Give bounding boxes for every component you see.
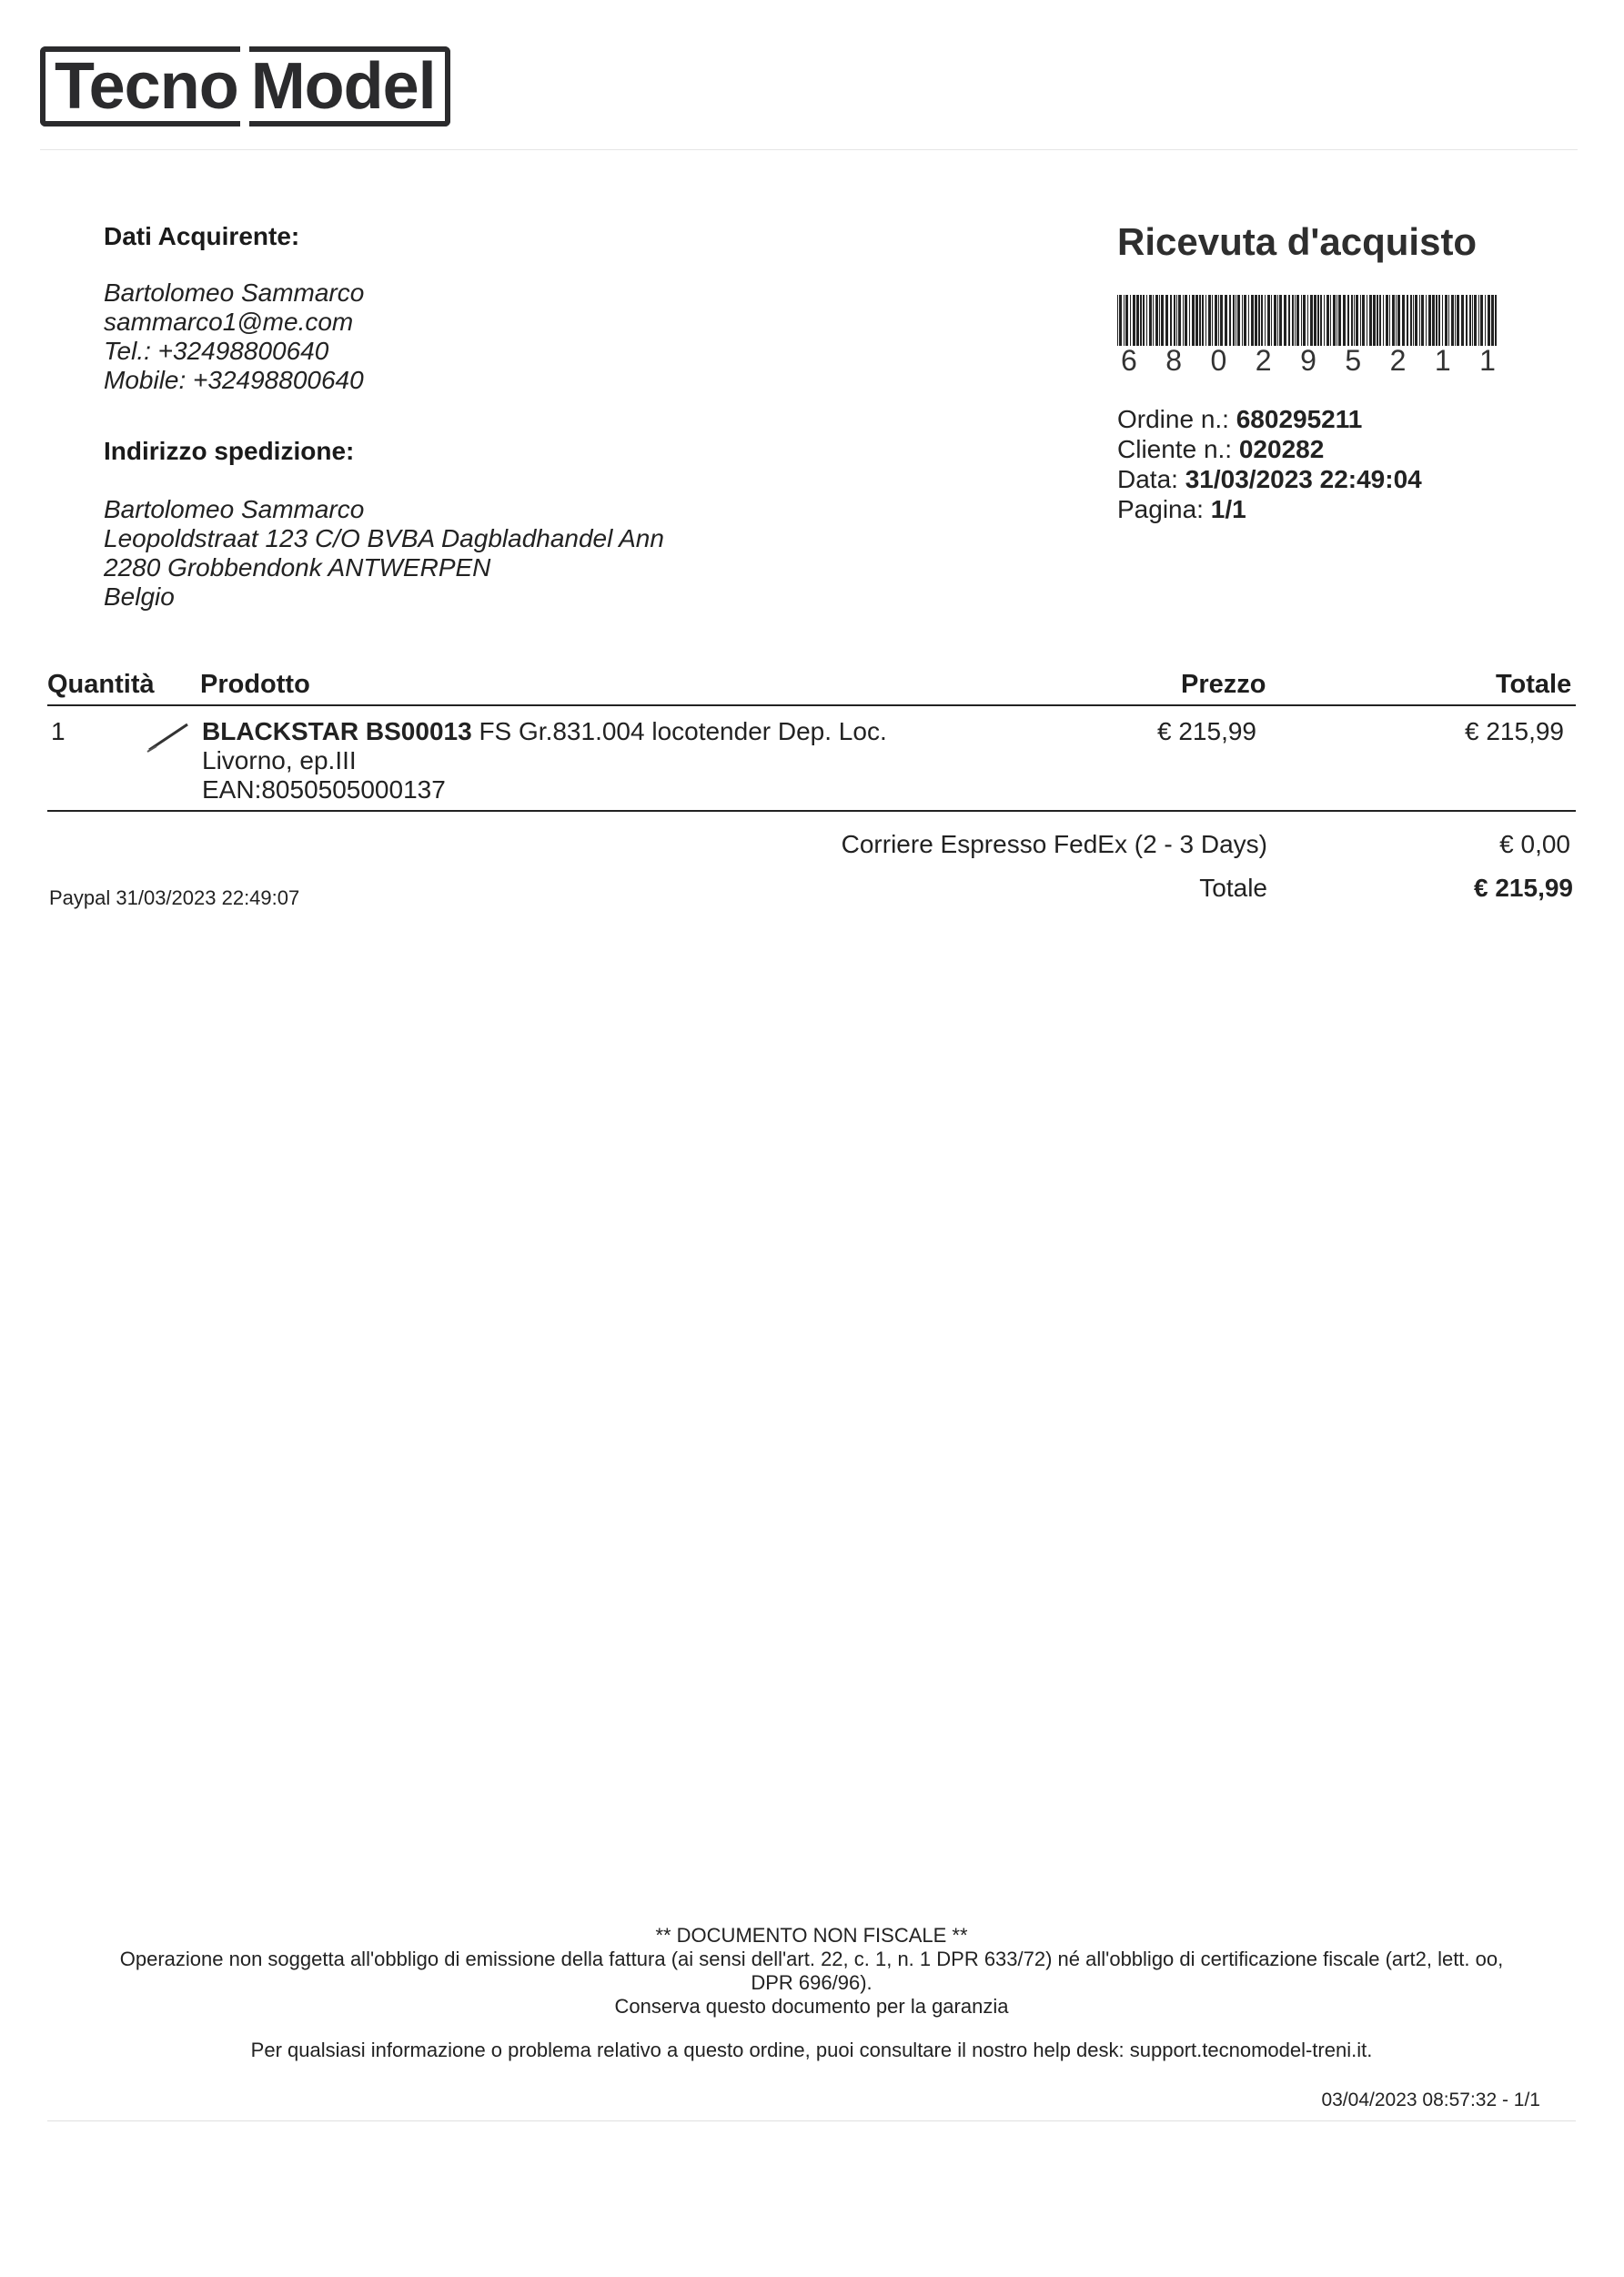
footer-divider [47, 2120, 1576, 2121]
grand-total-value: € 215,99 [1474, 874, 1573, 902]
help-desk-info: Per qualsiasi informazione o problema relativo a questo ordine, puoi consultare il nostro help desk: support.tecnomodel-treni.it. [250, 2039, 1373, 2061]
barcode-bar [1488, 295, 1490, 346]
barcode-bar [1330, 295, 1331, 346]
buyer-label: Dati Acquirente: [104, 222, 300, 250]
barcode-bar [1485, 295, 1486, 346]
barcode-digit: 8 [1165, 344, 1183, 377]
product-title [202, 717, 887, 746]
barcode-bar [1421, 295, 1424, 346]
row-total: € 215,99 [1465, 717, 1564, 745]
barcode-digit: 1 [1479, 344, 1496, 377]
barcode-bar [1474, 295, 1477, 346]
barcode-bar [1165, 295, 1168, 346]
barcode-bar [1495, 295, 1497, 346]
print-stamp: 03/04/2023 08:57:32 - 1/1 [1321, 2090, 1540, 2110]
barcode-bar [1255, 295, 1257, 346]
company-logo [40, 44, 450, 129]
barcode-bar [1362, 295, 1365, 346]
barcode-bar [1205, 295, 1206, 346]
client-number-label: Cliente n.: [1117, 435, 1233, 463]
barcode-bar [1369, 295, 1372, 346]
buyer-mobile: Mobile: +32498800640 [104, 366, 364, 394]
barcode-bar [1296, 295, 1299, 346]
barcode-bar [1242, 295, 1243, 346]
barcode-bar [1333, 295, 1336, 346]
row-product [202, 717, 887, 805]
barcode-bar [1310, 295, 1313, 346]
page-label: Pagina: [1117, 495, 1204, 523]
barcode-bar [1396, 295, 1397, 346]
barcode-bar [1258, 295, 1260, 346]
barcode-bar [1265, 295, 1266, 346]
barcode-bar [1125, 295, 1128, 346]
barcode-bar [1229, 295, 1231, 346]
barcode-bar [1413, 295, 1414, 346]
barcode-digit: 2 [1255, 344, 1272, 377]
barcode-bar [1389, 295, 1390, 346]
barcode-bar [1251, 295, 1254, 346]
barcode-bar [1192, 295, 1195, 346]
barcode-bar [1469, 295, 1471, 346]
footer-line3: Conserva questo documento per la garanzia [614, 1995, 1009, 2018]
barcode-bar [1410, 295, 1412, 346]
product-line2: Livorno, ep.III [202, 746, 357, 774]
barcode-bar [1288, 295, 1290, 346]
barcode-bar [1343, 295, 1346, 346]
barcode-bar [1133, 295, 1135, 346]
barcode-bar [1478, 295, 1479, 346]
footer-title: ** DOCUMENTO NON FISCALE ** [655, 1924, 968, 1947]
footer-line1: Operazione non soggetta all'obbligo di emissione della fattura (ai sensi dell'art. 22, c. 1, n. 1 DPR 633/72) né all'obbligo di certificazione fiscale (art2, lett. oo, [119, 1948, 1504, 1970]
barcode-bar [1448, 295, 1449, 346]
col-header-product: Prodotto [200, 670, 310, 699]
barcode-digit: 0 [1210, 344, 1227, 377]
barcode-bar [1461, 295, 1464, 346]
payment-info: Paypal 31/03/2023 22:49:07 [49, 886, 300, 909]
pen-mark-icon [144, 719, 195, 755]
barcode-bar [1212, 295, 1213, 346]
barcode-bar [1140, 295, 1142, 346]
barcode-bar [1195, 295, 1198, 346]
barcode-bar [1307, 295, 1308, 346]
table-bottom-rule [47, 810, 1576, 812]
barcode-bar [1351, 295, 1353, 346]
product-code: BLACKSTAR BS00013 [202, 717, 472, 745]
buyer-tel: Tel.: +32498800640 [104, 337, 329, 365]
col-header-quantity: Quantità [47, 670, 155, 699]
barcode-bar [1354, 295, 1355, 346]
shipping-cost: € 0,00 [1499, 830, 1570, 858]
barcode-bar [1426, 295, 1427, 346]
order-number-row [1117, 404, 1422, 434]
barcode-bar [1303, 295, 1306, 346]
shipping-method-label: Corriere Espresso FedEx (2 - 3 Days) [841, 830, 1267, 858]
barcode-bar [1317, 295, 1319, 346]
barcode-digit: 1 [1434, 344, 1451, 377]
barcode-bar [1218, 295, 1219, 346]
barcode-bar [1451, 295, 1454, 346]
barcode [1117, 295, 1499, 346]
barcode-bar [1117, 295, 1118, 346]
barcode-bar [1170, 295, 1172, 346]
barcode-bar [1373, 295, 1376, 346]
barcode-bar [1397, 295, 1400, 346]
table-header-rule [47, 704, 1576, 706]
barcode-bar [1155, 295, 1158, 346]
barcode-bar [1295, 295, 1296, 346]
barcode-bar [1457, 295, 1459, 346]
barcode-bar [1119, 295, 1122, 346]
barcode-bar [1124, 295, 1125, 346]
barcode-bar [1436, 295, 1437, 346]
barcode-bar [1415, 295, 1417, 346]
barcode-digit: 6 [1121, 344, 1137, 377]
barcode-bar [1215, 295, 1217, 346]
barcode-bar [1428, 295, 1431, 346]
page-value: 1/1 [1210, 495, 1246, 523]
date-row [1117, 464, 1422, 494]
barcode-digit: 5 [1345, 344, 1362, 377]
buyer-details [104, 278, 364, 395]
shipping-city: 2280 Grobbendonk ANTWERPEN [104, 553, 491, 582]
barcode-bar [1392, 295, 1395, 346]
barcode-bar [1326, 295, 1329, 346]
barcode-bar [1274, 295, 1276, 346]
footer-line2: DPR 696/96). [751, 1971, 873, 1994]
buyer-name: Bartolomeo Sammarco [104, 278, 365, 307]
barcode-bar [1220, 295, 1223, 346]
barcode-bar [1161, 295, 1164, 346]
barcode-bar [1386, 295, 1388, 346]
client-number-value: 020282 [1238, 435, 1325, 463]
barcode-bar [1244, 295, 1246, 346]
barcode-bar [1136, 295, 1139, 346]
col-header-price: Prezzo [1181, 670, 1266, 699]
shipping-street: Leopoldstraat 123 C/O BVBA Dagbladhandel Ann [104, 524, 664, 552]
barcode-bar [1174, 295, 1175, 346]
barcode-bar [1491, 295, 1494, 346]
barcode-bar [1202, 295, 1204, 346]
order-number-value: 680295211 [1236, 405, 1363, 433]
barcode-bar [1292, 295, 1294, 346]
barcode-digit: 2 [1389, 344, 1407, 377]
barcode-bar [1356, 295, 1358, 346]
date-value: 31/03/2023 22:49:04 [1185, 465, 1422, 493]
barcode-bar [1383, 295, 1384, 346]
barcode-bar [1199, 295, 1201, 346]
barcode-bar [1360, 295, 1361, 346]
barcode-bar [1347, 295, 1349, 346]
barcode-bar [1480, 295, 1483, 346]
barcode-bar [1419, 295, 1420, 346]
barcode-bar [1149, 295, 1152, 346]
order-number-label: Ordine n.: [1117, 405, 1229, 433]
barcode-bar [1208, 295, 1211, 346]
barcode-bar [1189, 295, 1190, 346]
shipping-name: Bartolomeo Sammarco [104, 495, 365, 523]
barcode-bar [1248, 295, 1249, 346]
logo-left-bracket [40, 46, 53, 126]
col-header-total: Totale [1496, 670, 1572, 699]
barcode-bar [1146, 295, 1147, 346]
date-label: Data: [1117, 465, 1178, 493]
barcode-bar [1284, 295, 1286, 346]
barcode-bar [1338, 295, 1341, 346]
barcode-bar [1432, 295, 1435, 346]
logo-right-bracket [438, 46, 450, 126]
header-divider [40, 149, 1578, 150]
barcode-bar [1183, 295, 1184, 346]
barcode-bar [1438, 295, 1440, 346]
grand-total-label: Totale [1199, 874, 1267, 902]
shipping-address [104, 495, 664, 612]
barcode-digits [1117, 344, 1499, 378]
shipping-label: Indirizzo spedizione: [104, 437, 355, 465]
barcode-bar [1261, 295, 1263, 346]
client-number-row [1117, 434, 1422, 464]
barcode-bar [1377, 295, 1378, 346]
barcode-bar [1320, 295, 1322, 346]
barcode-bar [1185, 295, 1187, 346]
barcode-bar [1233, 295, 1235, 346]
row-quantity: 1 [51, 717, 66, 745]
barcode-bar [1279, 295, 1282, 346]
barcode-bar [1225, 295, 1227, 346]
buyer-email: sammarco1@me.com [104, 308, 354, 336]
receipt-meta [1117, 404, 1422, 524]
barcode-bar [1379, 295, 1381, 346]
barcode-bar [1277, 295, 1278, 346]
logo-text-model: Model [249, 46, 438, 126]
barcode-bar [1153, 295, 1154, 346]
barcode-bar [1445, 295, 1447, 346]
product-ean: EAN:8050505000137 [202, 775, 446, 804]
barcode-bar [1143, 295, 1145, 346]
logo-text-tecno: Tecno [53, 46, 240, 126]
barcode-bar [1159, 295, 1160, 346]
product-description: FS Gr.831.004 locotender Dep. Loc. [479, 717, 887, 745]
shipping-country: Belgio [104, 582, 175, 611]
barcode-bar [1402, 295, 1405, 346]
receipt-title: Ricevuta d'acquisto [1117, 220, 1478, 263]
barcode-bar [1472, 295, 1473, 346]
barcode-bar [1176, 295, 1177, 346]
barcode-bar [1130, 295, 1131, 346]
footer-notice [47, 1924, 1576, 2019]
row-price: € 215,99 [1157, 717, 1256, 745]
barcode-bar [1237, 295, 1240, 346]
barcode-bar [1314, 295, 1316, 346]
barcode-bar [1466, 295, 1468, 346]
page-row [1117, 494, 1422, 524]
barcode-bar [1267, 295, 1270, 346]
barcode-bar [1455, 295, 1456, 346]
barcode-digit: 9 [1300, 344, 1316, 377]
barcode-bar [1271, 295, 1272, 346]
barcode-bar [1442, 295, 1443, 346]
barcode-bar [1324, 295, 1325, 346]
barcode-bar [1178, 295, 1181, 346]
barcode-bar [1301, 295, 1302, 346]
barcode-bar [1407, 295, 1408, 346]
